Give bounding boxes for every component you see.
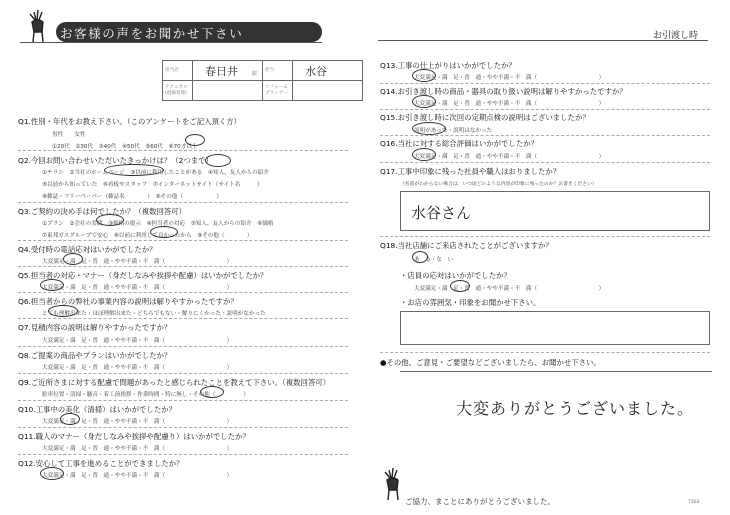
deer-icon — [378, 466, 408, 504]
answer-circle — [205, 154, 231, 167]
option-line[interactable]: ⑧雑誌・フリーペーパー（雑誌名 ） ⑨その他（ ） — [42, 194, 223, 200]
question-q10: Q10.工事中の美化（清掃）はいかがでしたか？ — [18, 405, 176, 414]
option-line[interactable]: あ る・な い — [414, 257, 454, 263]
option-line[interactable]: 大変満足・満 足・普 通・やや不満・不 満（ ） — [42, 473, 233, 479]
question-q5: Q5.担当者の対応・マナー（身だしなみや挨拶や配慮）はいかがでしたか？ — [18, 271, 268, 280]
option-line[interactable]: 大変満足・満 足・普 通・やや不満・不 満（ ） — [42, 259, 233, 265]
header-right-label: お引渡し時 — [653, 31, 699, 41]
question-q3: Q3.ご契約の決め手は何でしたか？（複数回答可） — [18, 207, 187, 216]
answer-circle — [412, 95, 436, 108]
answer-circle — [185, 134, 205, 146]
answer-circle — [412, 69, 436, 82]
option-line[interactable]: とても理解出来た・ほぼ理解出来た・どちらでもない・解りにくかった・説明がなかった — [42, 311, 266, 317]
question-q8: Q8.ご提案の商品やプランはいかがでしたか？ — [18, 351, 172, 360]
comments-area[interactable] — [400, 371, 712, 489]
option-line[interactable]: 大変満足・満 足・普 通・やや不満・不 満（ ） — [42, 419, 233, 425]
answer-circle — [48, 305, 78, 317]
question-q6: Q6.担当者からの弊社の事業内容の説明は解りやすかったですか？ — [18, 297, 238, 306]
answer-circle — [40, 279, 64, 291]
separator — [380, 236, 710, 237]
separator — [18, 292, 348, 293]
question-q7: Q7.見積内容の説明は解りやすかったですか？ — [18, 323, 172, 332]
answer-circle — [104, 164, 164, 176]
question-q9: Q9.ご近所さまに対する配慮で問題があったと感じられたことを教えて下さい。（複数回答可） — [18, 378, 331, 387]
comments-answer: 大変ありがとうございました。 — [456, 399, 695, 418]
question-q11: Q11.職人のマナー（身だしなみや挨拶や配慮り）はいかがでしたか？ — [18, 432, 250, 441]
answer-circle — [40, 467, 64, 480]
option-line[interactable]: 大変満足・満 足・普 通・やや不満・不 満（ ） — [414, 286, 605, 292]
separator — [380, 109, 710, 110]
tech-value[interactable] — [193, 81, 263, 101]
separator — [380, 83, 710, 84]
separator — [380, 135, 710, 136]
option-line[interactable]: 駐車位置・清掃・騒音・着工前挨拶・作業時間・特に無し・その他（ ） — [42, 392, 249, 398]
separator — [18, 202, 348, 203]
question-q14: Q14.お引き渡し時の商品・器具の取り扱い説明は解りやすかったですか？ — [380, 87, 627, 96]
separator — [18, 373, 348, 374]
answer-circle — [450, 280, 470, 292]
option-line[interactable]: ①チラシ ②当社のホームページ ③以前に利用したことがある ④知人、友人からの紹介 — [42, 170, 269, 176]
separator — [380, 352, 710, 353]
separator — [18, 454, 348, 455]
staff-label: 担当 — [263, 61, 293, 81]
tech-label: テクニカル (現場管理) — [163, 81, 193, 101]
separator — [380, 162, 710, 163]
question-q13: Q13.工事の仕上がりはいかがでしたか？ — [380, 61, 516, 70]
footer-thanks: ご協力、まことにありがとうございました。 — [405, 497, 555, 506]
separator — [18, 240, 348, 241]
option-line[interactable]: ⑤以前から知っていた ⑥看板やスタッフ ⑦インターネットサイト（サイト名 ） — [42, 182, 263, 188]
question-q12: Q12.安心して工事を進めることができましたか？ — [18, 459, 184, 468]
option-line[interactable]: 大変満足・満 足・普 通・やや不満・不 満（ ） — [414, 75, 605, 81]
info-table — [162, 60, 363, 101]
separator — [18, 150, 348, 151]
question-store-impression: ・お店の雰囲気・印象をお聞かせ下さい。 — [400, 298, 541, 307]
answer-circle — [60, 413, 80, 425]
q17-answer-box[interactable] — [400, 191, 710, 231]
option-line[interactable]: 大変満足・満 足・普 通・やや不満・不 満（ ） — [42, 365, 233, 371]
option-line: （名前がわからない場合は、いつ頃どのような内容が印象に残ったのか？お書きください） — [400, 182, 597, 187]
option-line[interactable]: 大変満足・満 足・普 通・やや不満・不 満（ ） — [42, 338, 233, 344]
option-line[interactable]: 大変満足・満 足・普 通・やや不満・不 満（ ） — [42, 446, 233, 452]
deer-icon — [20, 8, 56, 46]
question-q18: Q18.当社店舗にご来店されたことがございますか？ — [380, 241, 553, 250]
planner-value[interactable] — [293, 81, 363, 101]
option-line[interactable]: ⑦東邦ガスグループで安心 ⑧以前に利用して良かったから ⑨その他（ ） — [42, 233, 253, 239]
option-line[interactable]: ①20代 ②30代 ③40代 ④50代 ⑤60代 ⑥70才以上 — [52, 144, 198, 150]
question-q16: Q16.当社に対する総合評価はいかがでしたか？ — [380, 139, 538, 148]
question-q2: Q2.今回お問い合わせいただいたきっかけは？（2つまで） — [18, 156, 213, 165]
planner-label: リフォーム プランナー — [263, 81, 293, 101]
staff-value[interactable]: 水谷 — [293, 61, 363, 81]
store-label: 担当店 — [163, 61, 193, 81]
option-line[interactable]: 男性 女性 — [52, 132, 86, 138]
answer-circle — [412, 251, 428, 263]
question-comments: ●その他、ご意見・ご要望などございましたら、お聞かせ下さい。 — [380, 358, 601, 367]
form-code: 7303 — [688, 500, 700, 505]
option-line[interactable]: 説明があった・説明はなかった — [414, 128, 493, 134]
store-value[interactable]: 春日井 店 — [193, 61, 263, 81]
option-line[interactable]: ①プラン ②会社の実績 ③価格の提示 ④担当者の対応 ⑤知人、友人からの紹介 ⑥価格 — [42, 221, 274, 227]
answer-circle — [63, 253, 83, 265]
answer-circle — [412, 122, 446, 135]
separator — [18, 266, 348, 267]
question-store-service: ・店員の応対はいかがでしたか？ — [400, 271, 511, 280]
separator — [18, 427, 348, 428]
store-impression-box[interactable] — [400, 311, 710, 345]
answer-circle — [412, 148, 436, 161]
option-line[interactable]: 大変満足・満 足・普 通・やや不満・不 満（ ） — [42, 285, 233, 291]
header-rule-left — [20, 42, 322, 43]
separator — [18, 346, 348, 347]
page-title: お客様の声をお聞かせ下さい — [60, 26, 244, 41]
question-q1: Q1.性別・年代をお教え下さい。（このアンケートをご記入頂く方） — [18, 117, 242, 126]
separator — [18, 400, 348, 401]
answer-circle — [96, 214, 124, 226]
answer-circle — [200, 386, 224, 398]
question-q4: Q4.受付時の電話応対はいかがでしたか？ — [18, 245, 157, 254]
answer-circle — [150, 226, 178, 238]
question-q15: Q15.お引き渡し時に次回の定期点検の説明はございましたか？ — [380, 113, 590, 122]
q17-answer: 水谷さん — [411, 204, 472, 222]
separator — [18, 318, 348, 319]
option-line[interactable]: 大変満足・満 足・普 通・やや不満・不 満（ ） — [414, 101, 605, 107]
option-line[interactable]: 大変満足・満 足・普 通・やや不満・不 満（ ） — [414, 154, 605, 160]
question-q17: Q17.工事中印象に残った社員や職人はおりましたか？ — [380, 167, 561, 176]
